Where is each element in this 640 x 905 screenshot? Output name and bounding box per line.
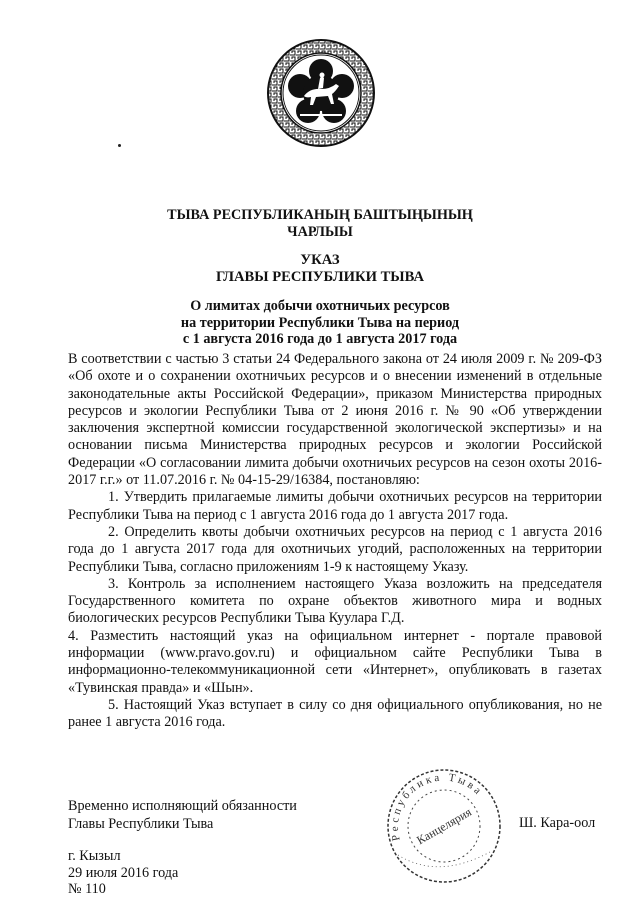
header-line2: ЧАРЛЫЫ: [287, 224, 353, 240]
header-ukaz: [0, 252, 640, 286]
item-5: 5. Настоящий Указ вступает в силу со дня официального опубликования, но не ранее 1 августа 2016 года.: [68, 696, 602, 731]
ukaz-line2: ГЛАВЫ РЕСПУБЛИКИ ТЫВА: [216, 269, 424, 285]
title-line3: с 1 августа 2016 года до 1 августа 2017 года: [182, 331, 458, 347]
document-title: [0, 298, 640, 348]
position-line1: Временно исполняющий обязанности: [68, 798, 297, 814]
header-tyva: [0, 207, 640, 241]
city: г. Кызыл: [68, 848, 121, 864]
item-4: 4. Разместить настоящий указ на официальном интернет - портале правовой информации (www.pravo.gov.ru) и официальном сайте Республики Тыва в информационно-телекоммуникационной сети «Интернет», опубликовать в газетах «Тувинская правда» и «Шын».: [68, 627, 602, 696]
place-date-block: [68, 848, 178, 898]
preamble: В соответствии с частью 3 статьи 24 Федерального закона от 24 июля 2009 г. № 209-ФЗ «Об охоте и о сохранении охотничьих ресурсов и о внесении изменений в отдельные законодательные акты Российской Федерации», приказом Министерства природных ресурсов и экологии Республики Тыва от 2 июня 2016 г. № 90 «Об утверждении заключения экспертной комиссии государственной экологической экспертизы» и на основании письма Министерства природных ресурсов и экологии Российской Федерации «О согласовании лимита добычи охотничьих ресурсов на сезон охоты 2016-2017 г.г.» от 11.07.2016 г. № 04-15-29/16384, постановляю:: [68, 351, 602, 489]
title-line2: на территории Республики Тыва на период: [180, 314, 460, 331]
position-line2: Главы Республики Тыва: [68, 816, 214, 832]
item-2: 2. Определить квоты добычи охотничьих ресурсов на период с 1 августа 2016 года до 1 августа 2017 года для охотничьих угодий, расположенных на территории Республики Тыва, согласно приложениям 1-9 к настоящему Указу.: [68, 523, 602, 575]
signatory-name: Ш. Кара-оол: [519, 815, 596, 831]
office-stamp-icon: [378, 760, 510, 892]
ukaz-line1: УКАЗ: [300, 252, 340, 268]
item-1: 1. Утвердить прилагаемые лимиты добычи охотничьих ресурсов на территории Республики Тыва на период с 1 августа 2016 года до 1 августа 2017 года.: [68, 489, 602, 523]
document-body: [68, 351, 602, 732]
doc-number: № 110: [68, 881, 106, 897]
header-line1: ТЫВА РЕСПУБЛИКАНЫҢ БАШТЫҢЫНЫҢ: [167, 207, 473, 223]
stamp-outer-text: Республика Тыва: [388, 771, 486, 842]
signatory-position: [68, 797, 297, 833]
stray-dot: [118, 144, 121, 147]
title-line1: О лимитах добычи охотничьих ресурсов: [190, 298, 450, 314]
date: 29 июля 2016 года: [68, 864, 179, 881]
stamp-inner-text: Канцелярия: [414, 804, 474, 848]
tuva-coat-of-arms-icon: [266, 38, 376, 148]
item-3: 3. Контроль за исполнением настоящего Указа возложить на председателя Государственного комитета по охране объектов животного мира и водных биологических ресурсов Республики Тыва Куулара Г.Д.: [68, 575, 602, 627]
